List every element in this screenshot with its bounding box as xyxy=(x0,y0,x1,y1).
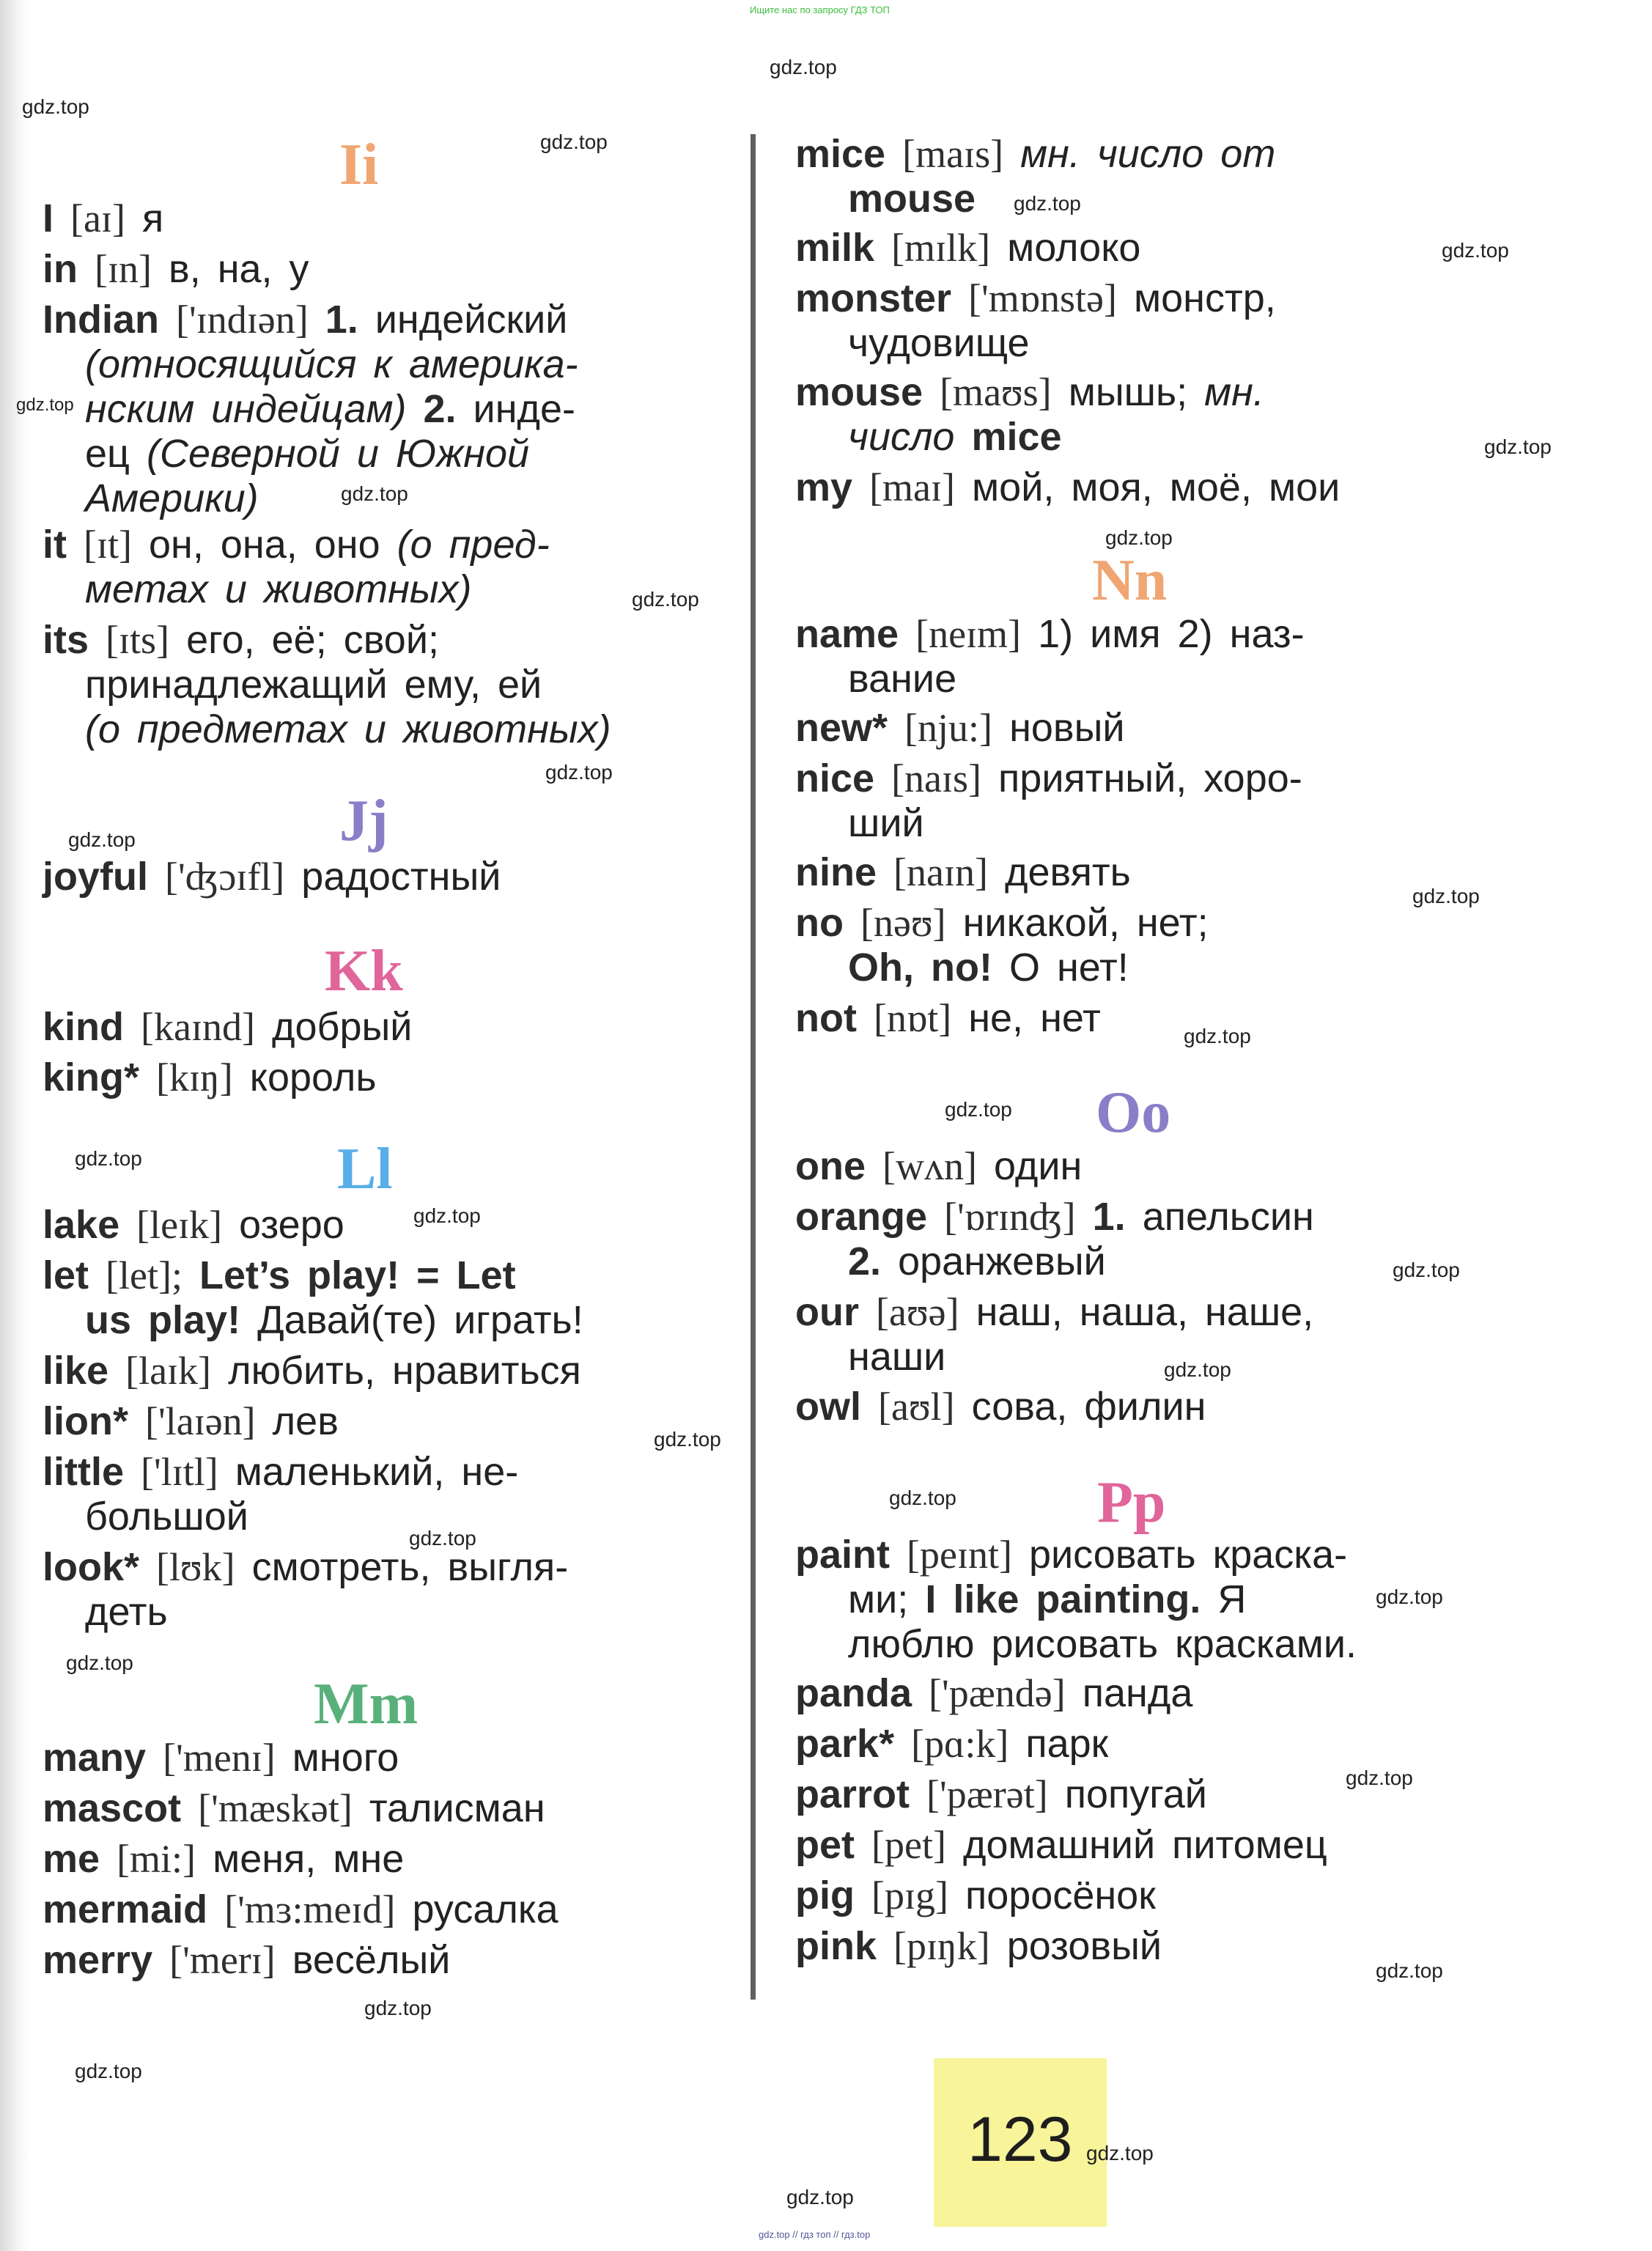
transcription: ['merɪ] xyxy=(169,1938,276,1982)
dict-entry-nice xyxy=(795,756,1499,846)
translation: апельсин xyxy=(1142,1195,1314,1239)
headword: one xyxy=(795,1144,866,1188)
transcription: [maɪ] xyxy=(869,465,956,509)
dict-entry-look xyxy=(43,1545,717,1635)
dict-entry-pig xyxy=(795,1874,1499,1918)
sense-number: 2. xyxy=(848,1239,882,1283)
translation: сова, филин xyxy=(971,1385,1206,1429)
letter-heading-m: Mm xyxy=(314,1672,418,1736)
headword: mermaid xyxy=(43,1887,208,1931)
dict-entry-not xyxy=(795,996,1499,1041)
transcription: [peɪnt] xyxy=(907,1533,1012,1577)
headword: owl xyxy=(795,1385,861,1429)
headword: Indian xyxy=(43,298,159,342)
transcription: ['mɒnstə] xyxy=(968,276,1117,320)
watermark: gdz.top xyxy=(16,395,74,415)
letter-heading-o: Oo xyxy=(1096,1080,1171,1145)
transcription: [ɪt] xyxy=(84,523,132,567)
dict-entry-park xyxy=(795,1722,1499,1766)
watermark: gdz.top xyxy=(341,482,408,505)
headword: let xyxy=(43,1253,89,1297)
headword: paint xyxy=(795,1533,890,1577)
watermark: gdz.top xyxy=(945,1098,1012,1121)
transcription: [wʌn] xyxy=(882,1144,977,1188)
translation: наш, наша, наше, xyxy=(976,1290,1314,1334)
transcription: [aɪ] xyxy=(70,196,125,240)
headword: nice xyxy=(795,756,875,800)
transcription: [neɪm] xyxy=(915,612,1022,656)
gloss: (о пред- xyxy=(397,523,550,567)
dict-entry-like xyxy=(43,1349,717,1393)
translation: мышь; xyxy=(1068,370,1188,414)
translation: наши xyxy=(848,1335,946,1379)
dict-entry-mermaid xyxy=(43,1887,717,1932)
headword: new* xyxy=(795,706,888,750)
watermark: gdz.top xyxy=(1484,435,1552,458)
transcription: [nəʊ] xyxy=(860,901,946,945)
headword: orange xyxy=(795,1195,928,1239)
transcription: ['laɪən] xyxy=(145,1399,256,1443)
headword: I xyxy=(43,196,54,240)
translation: ми; xyxy=(848,1577,909,1621)
transcription: ['pærət] xyxy=(926,1772,1048,1816)
gloss: мн. xyxy=(1204,370,1264,414)
translation: весёлый xyxy=(292,1938,451,1982)
transcription: [laɪk] xyxy=(125,1349,212,1393)
gloss: (о предметах и животных) xyxy=(85,707,611,751)
translation: панда xyxy=(1082,1671,1193,1715)
translation: я xyxy=(141,196,164,240)
phrase: Oh, no! xyxy=(848,946,992,990)
watermark: gdz.top xyxy=(545,761,613,784)
sense-number: 2. xyxy=(423,387,457,431)
translation: мой, моя, моё, мои xyxy=(972,465,1341,509)
transcription: [kaɪnd] xyxy=(141,1005,255,1049)
headword: pink xyxy=(795,1924,877,1968)
dict-entry-let xyxy=(43,1253,717,1343)
translation: 1) имя 2) наз- xyxy=(1038,612,1305,656)
letter-heading-j: Jj xyxy=(339,789,388,853)
translation: никакой, нет; xyxy=(962,901,1209,945)
sense-number: 1. xyxy=(1092,1195,1126,1239)
dict-entry-i xyxy=(43,196,717,241)
translation: поросёнок xyxy=(965,1874,1156,1917)
headword: no xyxy=(795,901,844,945)
translation: оранжевый xyxy=(898,1239,1106,1283)
translation: монстр, xyxy=(1134,276,1276,320)
watermark: gdz.top xyxy=(409,1527,476,1550)
headword: my xyxy=(795,465,853,509)
translation: молоко xyxy=(1007,226,1141,270)
headword: joyful xyxy=(43,855,148,899)
dict-entry-mouse xyxy=(795,370,1499,460)
dict-entry-king xyxy=(43,1055,717,1100)
headword: lion* xyxy=(43,1399,128,1443)
translation: один xyxy=(994,1144,1083,1188)
dict-entry-monster xyxy=(795,276,1499,366)
dict-entry-it xyxy=(43,523,717,612)
dict-entry-panda xyxy=(795,1671,1499,1716)
translation: принадлежащий ему, ей xyxy=(85,663,542,707)
watermark: gdz.top xyxy=(1086,2142,1154,2165)
transcription: ['ɪndɪən] xyxy=(176,298,309,342)
transcription: ['ɒrɪnʤ] xyxy=(944,1195,1076,1239)
translation: парк xyxy=(1025,1722,1109,1766)
transcription: ['menɪ] xyxy=(163,1736,276,1780)
transcription: [let]; xyxy=(106,1253,182,1297)
headword: not xyxy=(795,996,857,1040)
transcription: [maɪs] xyxy=(902,132,1004,176)
translation: большой xyxy=(85,1495,248,1539)
headword: park* xyxy=(795,1722,895,1766)
letter-heading-k: Kk xyxy=(325,939,403,1003)
headword: little xyxy=(43,1450,125,1494)
watermark: gdz.top xyxy=(1376,1959,1443,1982)
translation: деть xyxy=(85,1590,168,1634)
dict-entry-pet xyxy=(795,1823,1499,1868)
watermark: gdz.top xyxy=(1376,1585,1443,1608)
translation: любить, нравиться xyxy=(228,1349,581,1393)
transcription: [maʊs] xyxy=(940,370,1052,414)
dict-entry-no xyxy=(795,901,1499,990)
transcription: ['ʤɔɪfl] xyxy=(165,855,285,899)
transcription: [naɪs] xyxy=(891,756,982,800)
gloss: Америки) xyxy=(85,476,259,520)
gloss: мн. число от xyxy=(1020,132,1276,176)
watermark: gdz.top xyxy=(770,56,837,78)
dict-entry-kind xyxy=(43,1005,717,1050)
bottom-note: gdz.top // гдз топ // гдз.top xyxy=(759,2229,871,2240)
dict-entry-lake xyxy=(43,1203,717,1248)
dict-entry-owl xyxy=(795,1385,1499,1429)
transcription: [aʊə] xyxy=(876,1290,959,1334)
translation: рисовать краска- xyxy=(1028,1533,1348,1577)
translation: добрый xyxy=(271,1005,413,1049)
page-number: 123 xyxy=(967,2104,1073,2175)
transcription: [leɪk] xyxy=(136,1203,223,1247)
watermark: gdz.top xyxy=(540,130,608,153)
headword: like xyxy=(43,1349,109,1393)
watermark: gdz.top xyxy=(75,2060,142,2082)
page-gutter-shadow xyxy=(0,0,29,2251)
watermark: gdz.top xyxy=(413,1204,481,1227)
dict-entry-nine xyxy=(795,850,1499,895)
watermark: gdz.top xyxy=(364,1997,432,2019)
letter-heading-n: Nn xyxy=(1092,548,1168,613)
translation: маленький, не- xyxy=(235,1450,519,1494)
transcription: [pɑ:k] xyxy=(911,1722,1009,1766)
letter-heading-i: Ii xyxy=(339,133,379,197)
translation: лев xyxy=(272,1399,339,1443)
transcription: [lʊk] xyxy=(156,1545,235,1589)
gloss: нским индейцам) xyxy=(85,387,407,431)
watermark: gdz.top xyxy=(1393,1259,1460,1281)
translation: Я xyxy=(1217,1577,1247,1621)
translation: Давай(те) играть! xyxy=(257,1298,583,1342)
watermark: gdz.top xyxy=(654,1428,721,1451)
translation: в, на, у xyxy=(169,247,309,291)
translation: смотреть, выгля- xyxy=(251,1545,569,1589)
transcription: [pɪŋk] xyxy=(893,1924,990,1968)
gloss: число xyxy=(848,415,955,459)
translation: инде- xyxy=(473,387,576,431)
translation: новый xyxy=(1009,706,1125,750)
watermark: gdz.top xyxy=(1164,1358,1231,1381)
gloss: (Северной и Южной xyxy=(146,432,530,476)
headword: mascot xyxy=(43,1786,182,1830)
transcription: [pɪg] xyxy=(871,1874,948,1917)
dict-entry-mascot xyxy=(43,1786,717,1831)
dict-entry-its xyxy=(43,618,717,752)
dict-entry-lion xyxy=(43,1399,717,1444)
watermark: gdz.top xyxy=(786,2186,854,2208)
translation: приятный, хоро- xyxy=(998,756,1302,800)
watermark: gdz.top xyxy=(889,1486,956,1509)
headword: its xyxy=(43,618,89,662)
translation: меня, мне xyxy=(213,1837,405,1881)
transcription: [aʊl] xyxy=(878,1385,955,1429)
translation: озеро xyxy=(239,1203,344,1247)
phrase: us play! xyxy=(85,1298,241,1342)
transcription: [ɪts] xyxy=(106,618,170,662)
sense-number: 1. xyxy=(325,298,358,342)
letter-heading-p: Pp xyxy=(1097,1470,1166,1535)
translation: вание xyxy=(848,657,957,701)
transcription: [ɪn] xyxy=(95,247,152,291)
translation: розовый xyxy=(1006,1924,1162,1968)
watermark: gdz.top xyxy=(632,588,699,611)
headword: it xyxy=(43,523,67,567)
dict-entry-many xyxy=(43,1736,717,1780)
dict-entry-in xyxy=(43,247,717,292)
transcription: [naɪn] xyxy=(893,850,988,894)
transcription: [pet] xyxy=(871,1823,946,1867)
translation: он, она, оно xyxy=(149,523,380,567)
dict-entry-milk xyxy=(795,226,1499,270)
headword: kind xyxy=(43,1005,125,1049)
headword: lake xyxy=(43,1203,120,1247)
dict-entry-our xyxy=(795,1290,1499,1379)
translation: король xyxy=(249,1055,377,1099)
translation: люблю рисовать красками. xyxy=(848,1622,1357,1666)
translation: радостный xyxy=(301,855,501,899)
transcription: [mɪlk] xyxy=(891,226,991,270)
dict-entry-mice xyxy=(795,132,1499,221)
watermark: gdz.top xyxy=(1346,1766,1413,1789)
headword: many xyxy=(43,1736,147,1780)
dict-entry-little xyxy=(43,1450,717,1539)
translation: чудовище xyxy=(848,321,1030,365)
translation: ший xyxy=(848,801,924,845)
headword: mice xyxy=(795,132,886,176)
column-divider xyxy=(751,134,756,2000)
translation: О нет! xyxy=(1008,946,1129,990)
top-note: Ищите нас по запросу ГДЗ ТОП xyxy=(750,4,890,15)
headword: nine xyxy=(795,850,877,894)
watermark: gdz.top xyxy=(1184,1025,1251,1047)
dict-entry-new xyxy=(795,706,1499,751)
watermark: gdz.top xyxy=(1105,526,1173,549)
gloss: метах и животных) xyxy=(85,567,472,611)
translation: много xyxy=(292,1736,399,1780)
transcription: ['mɜ:meɪd] xyxy=(224,1887,396,1931)
translation: его, её; свой; xyxy=(186,618,439,662)
transcription: ['pændə] xyxy=(929,1671,1066,1715)
cross-reference: mouse xyxy=(848,177,976,221)
transcription: [mi:] xyxy=(117,1837,196,1881)
headword: in xyxy=(43,247,78,291)
headword: parrot xyxy=(795,1772,910,1816)
headword: our xyxy=(795,1290,859,1334)
headword: me xyxy=(43,1837,100,1881)
headword: mouse xyxy=(795,370,923,414)
transcription: [nɒt] xyxy=(873,996,952,1040)
phrase: Let’s play! = Let xyxy=(199,1253,516,1297)
translation: ец xyxy=(85,432,130,476)
headword: panda xyxy=(795,1671,912,1715)
dict-entry-one xyxy=(795,1144,1499,1189)
phrase: I like painting. xyxy=(925,1577,1201,1621)
watermark: gdz.top xyxy=(1014,192,1081,215)
dict-entry-name xyxy=(795,612,1499,701)
watermark: gdz.top xyxy=(75,1147,142,1170)
headword: pig xyxy=(795,1874,855,1917)
transcription: [nju:] xyxy=(904,706,993,750)
watermark: gdz.top xyxy=(1412,885,1480,907)
translation: индейский xyxy=(375,298,568,342)
headword: name xyxy=(795,612,899,656)
headword: pet xyxy=(795,1823,855,1867)
translation: талисман xyxy=(369,1786,545,1830)
headword: king* xyxy=(43,1055,140,1099)
translation: девять xyxy=(1004,850,1131,894)
headword: milk xyxy=(795,226,875,270)
headword: look* xyxy=(43,1545,140,1589)
dict-entry-my xyxy=(795,465,1499,510)
transcription: ['mæskət] xyxy=(198,1786,353,1830)
transcription: ['lɪtl] xyxy=(141,1450,218,1494)
translation: домашний питомец xyxy=(962,1823,1327,1867)
dict-entry-me xyxy=(43,1837,717,1882)
letter-heading-l: Ll xyxy=(337,1137,393,1201)
cross-reference: mice xyxy=(971,415,1062,459)
translation: не, нет xyxy=(968,996,1101,1040)
translation: русалка xyxy=(412,1887,558,1931)
headword: merry xyxy=(43,1938,153,1982)
watermark: gdz.top xyxy=(22,95,89,118)
gloss: (относящийся к америка- xyxy=(85,342,578,386)
dict-entry-merry xyxy=(43,1938,717,1983)
translation: попугай xyxy=(1064,1772,1207,1816)
transcription: [kɪŋ] xyxy=(156,1055,233,1099)
watermark: gdz.top xyxy=(68,828,136,851)
watermark: gdz.top xyxy=(66,1651,133,1674)
headword: monster xyxy=(795,276,952,320)
dict-entry-joyful xyxy=(43,855,717,899)
watermark: gdz.top xyxy=(1442,239,1509,262)
